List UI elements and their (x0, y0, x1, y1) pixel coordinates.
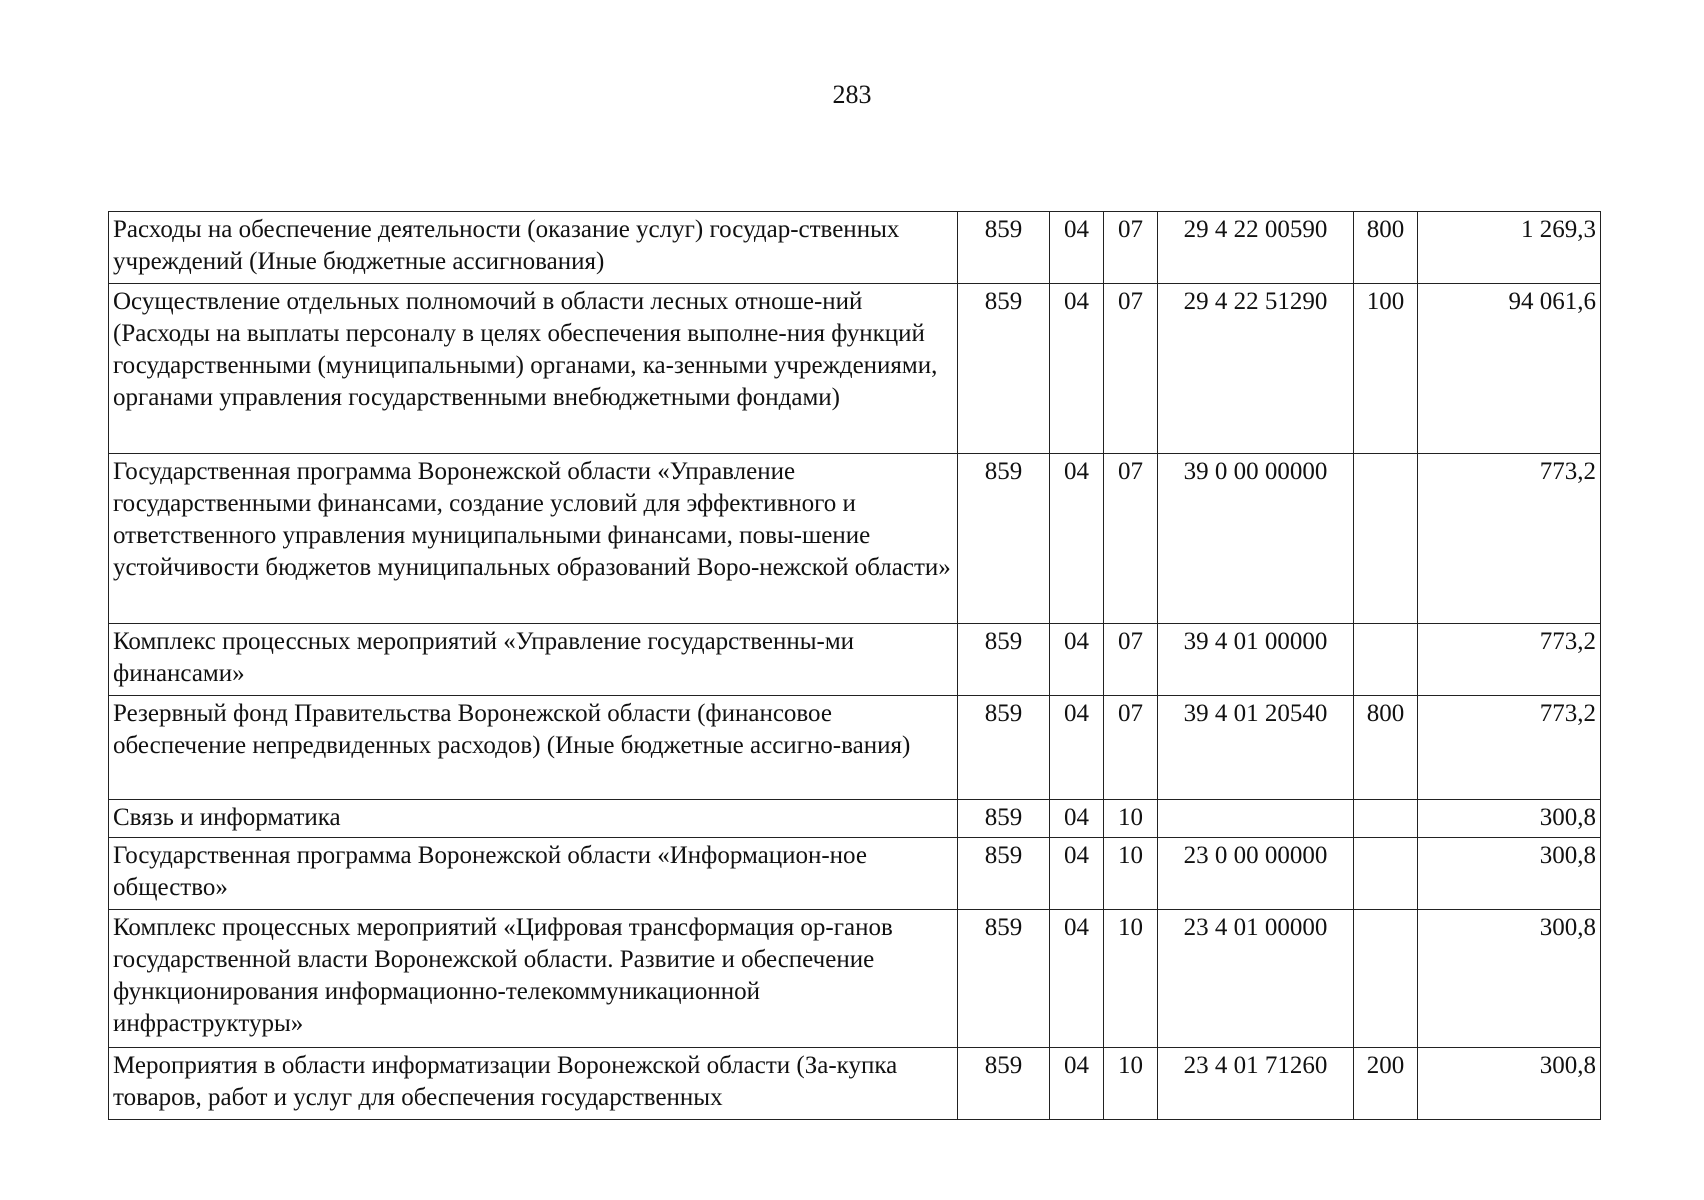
amount: 300,8 (1418, 838, 1601, 910)
expense-type: 800 (1354, 212, 1418, 284)
subsection-code: 10 (1104, 800, 1158, 838)
row-name: Резервный фонд Правительства Воронежской области (финансовое обеспечение непредвиденных расходов) (Иные бюджетные ассигно-вания) (109, 696, 958, 800)
expense-type (1354, 838, 1418, 910)
section-code: 04 (1050, 696, 1104, 800)
subsection-code: 07 (1104, 624, 1158, 696)
expense-type (1354, 910, 1418, 1048)
amount: 300,8 (1418, 1048, 1601, 1120)
table-row (109, 212, 1601, 284)
target-article: 39 0 00 00000 (1158, 454, 1354, 624)
section-code: 04 (1050, 910, 1104, 1048)
section-code: 04 (1050, 624, 1104, 696)
row-name: Комплекс процессных мероприятий «Управление государственны-ми финансами» (109, 624, 958, 696)
table-row (109, 1048, 1601, 1120)
table-row (109, 624, 1601, 696)
page-number: 283 (832, 80, 872, 109)
ministry-code: 859 (958, 624, 1050, 696)
subsection-code: 07 (1104, 454, 1158, 624)
row-name: Государственная программа Воронежской области «Управление государственными финансами, создание условий для эффективного и ответственного управления муниципальными финансами, повы-шение устойчивости бюджетов муниципальных образований Воро-нежской области» (109, 454, 958, 624)
ministry-code: 859 (958, 454, 1050, 624)
amount: 300,8 (1418, 910, 1601, 1048)
amount: 773,2 (1418, 454, 1601, 624)
subsection-code: 07 (1104, 696, 1158, 800)
amount: 94 061,6 (1418, 284, 1601, 454)
target-article: 23 4 01 71260 (1158, 1048, 1354, 1120)
target-article (1158, 800, 1354, 838)
target-article: 23 4 01 00000 (1158, 910, 1354, 1048)
target-article: 23 0 00 00000 (1158, 838, 1354, 910)
table-row (109, 454, 1601, 624)
subsection-code: 10 (1104, 910, 1158, 1048)
target-article: 29 4 22 00590 (1158, 212, 1354, 284)
amount: 773,2 (1418, 624, 1601, 696)
target-article: 39 4 01 00000 (1158, 624, 1354, 696)
expense-type: 800 (1354, 696, 1418, 800)
expense-type (1354, 454, 1418, 624)
target-article: 39 4 01 20540 (1158, 696, 1354, 800)
expense-type: 100 (1354, 284, 1418, 454)
amount: 1 269,3 (1418, 212, 1601, 284)
table-row (109, 910, 1601, 1048)
row-name: Расходы на обеспечение деятельности (оказание услуг) государ-ственных учреждений (Иные бюджетные ассигнования) (109, 212, 958, 284)
ministry-code: 859 (958, 696, 1050, 800)
table-row (109, 800, 1601, 838)
section-code: 04 (1050, 284, 1104, 454)
budget-table (108, 211, 1601, 1120)
row-name: Связь и информатика (109, 800, 958, 838)
expense-type: 200 (1354, 1048, 1418, 1120)
section-code: 04 (1050, 1048, 1104, 1120)
expense-type (1354, 624, 1418, 696)
subsection-code: 10 (1104, 838, 1158, 910)
row-name: Государственная программа Воронежской области «Информацион-ное общество» (109, 838, 958, 910)
ministry-code: 859 (958, 910, 1050, 1048)
row-name: Комплекс процессных мероприятий «Цифровая трансформация ор-ганов государственной власти Воронежской области. Развитие и обеспечение функционирования информационно-телекоммуникационной инфраструктуры» (109, 910, 958, 1048)
section-code: 04 (1050, 454, 1104, 624)
ministry-code: 859 (958, 284, 1050, 454)
subsection-code: 07 (1104, 284, 1158, 454)
table-row (109, 838, 1601, 910)
row-name: Осуществление отдельных полномочий в области лесных отноше-ний (Расходы на выплаты персоналу в целях обеспечения выполне-ния функций государственными (муниципальными) органами, ка-зенными учреждениями, органами управления государственными внебюджетными фондами) (109, 284, 958, 454)
target-article: 29 4 22 51290 (1158, 284, 1354, 454)
ministry-code: 859 (958, 800, 1050, 838)
section-code: 04 (1050, 838, 1104, 910)
amount: 300,8 (1418, 800, 1601, 838)
ministry-code: 859 (958, 1048, 1050, 1120)
expense-type (1354, 800, 1418, 838)
ministry-code: 859 (958, 838, 1050, 910)
section-code: 04 (1050, 212, 1104, 284)
table-row (109, 284, 1601, 454)
table-row (109, 696, 1601, 800)
amount: 773,2 (1418, 696, 1601, 800)
ministry-code: 859 (958, 212, 1050, 284)
row-name: Мероприятия в области информатизации Воронежской области (За-купка товаров, работ и услуг для обеспечения государственных (109, 1048, 958, 1120)
subsection-code: 07 (1104, 212, 1158, 284)
section-code: 04 (1050, 800, 1104, 838)
subsection-code: 10 (1104, 1048, 1158, 1120)
